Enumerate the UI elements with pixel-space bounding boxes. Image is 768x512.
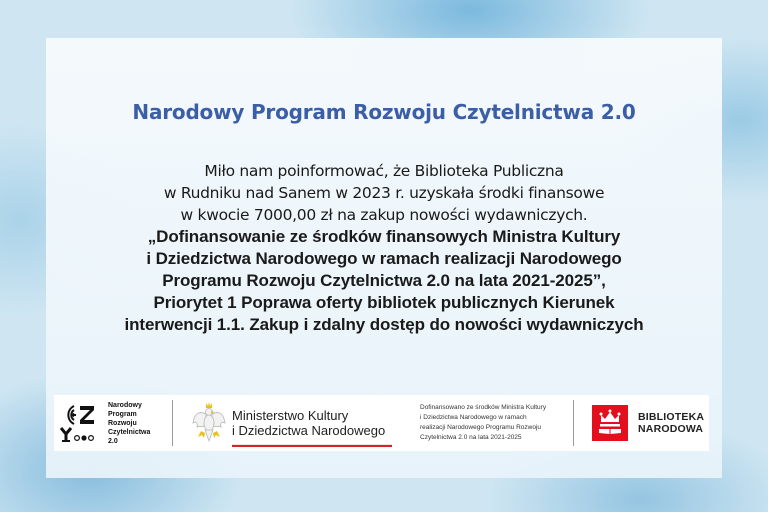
nprcz-line: 2.0 [108,437,118,445]
announcement-line: w kwocie 7000,00 zł na zakup nowości wydawniczych. [180,206,588,224]
sponsor-logo-strip [54,395,709,451]
crown-book-icon [592,405,628,441]
funding-line: Programu Rozwoju Czytelnictwa 2.0 na lata 2021-2025”, [162,271,606,290]
announcement-line: Miło nam poinformować, że Biblioteka Publiczna [204,162,564,180]
nprcz-logo-text [108,401,150,446]
national-library-line: NARODOWA [638,423,704,435]
national-library-logo-text [638,411,704,435]
announcement-text [46,160,722,336]
nprcz-line: Narodowy [108,401,142,409]
national-library-line: BIBLIOTEKA [638,411,705,423]
nprcz-logo [58,395,150,451]
nprcz-logo-icon [58,403,98,443]
funding-line: i Dziedzictwa Narodowego w ramach realizacji Narodowego [146,249,622,268]
cofinancing-line: Czytelnictwa 2.0 na lata 2021-2025 [420,434,522,441]
announcement-line: w Rudniku nad Sanem w 2023 r. uzyskała środki finansowe [163,184,605,202]
ministry-logo [192,395,385,451]
logo-divider [573,400,574,446]
national-library-logo [592,395,704,451]
cofinancing-notice [420,395,546,451]
cofinancing-line: Dofinansowano ze środków Ministra Kultury [420,404,547,411]
cofinancing-line: i Dziedzictwa Narodowego w ramach [420,414,527,421]
nprcz-line: Program [108,410,137,418]
ministry-line: i Dziedzictwa Narodowego [232,423,386,438]
nprcz-line: Czytelnictwa [108,428,151,436]
page-title: Narodowy Program Rozwoju Czytelnictwa 2.0 [132,100,636,124]
funding-line: interwencji 1.1. Zakup i zdalny dostęp do nowości wydawniczych [124,315,644,334]
ministry-line: Ministerstwo Kultury [232,408,349,423]
funding-line: Priorytet 1 Poprawa oferty bibliotek publicznych Kierunek [153,293,615,312]
ministry-logo-text [232,408,385,438]
cofinancing-line: realizacji Narodowego Programu Rozwoju [420,424,542,431]
polish-flag-stripe [232,444,392,447]
nprcz-line: Rozwoju [108,419,137,427]
polish-eagle-icon [192,401,226,445]
funding-line: „Dofinansowanie ze środków finansowych Ministra Kultury [147,227,621,246]
logo-divider [172,400,173,446]
